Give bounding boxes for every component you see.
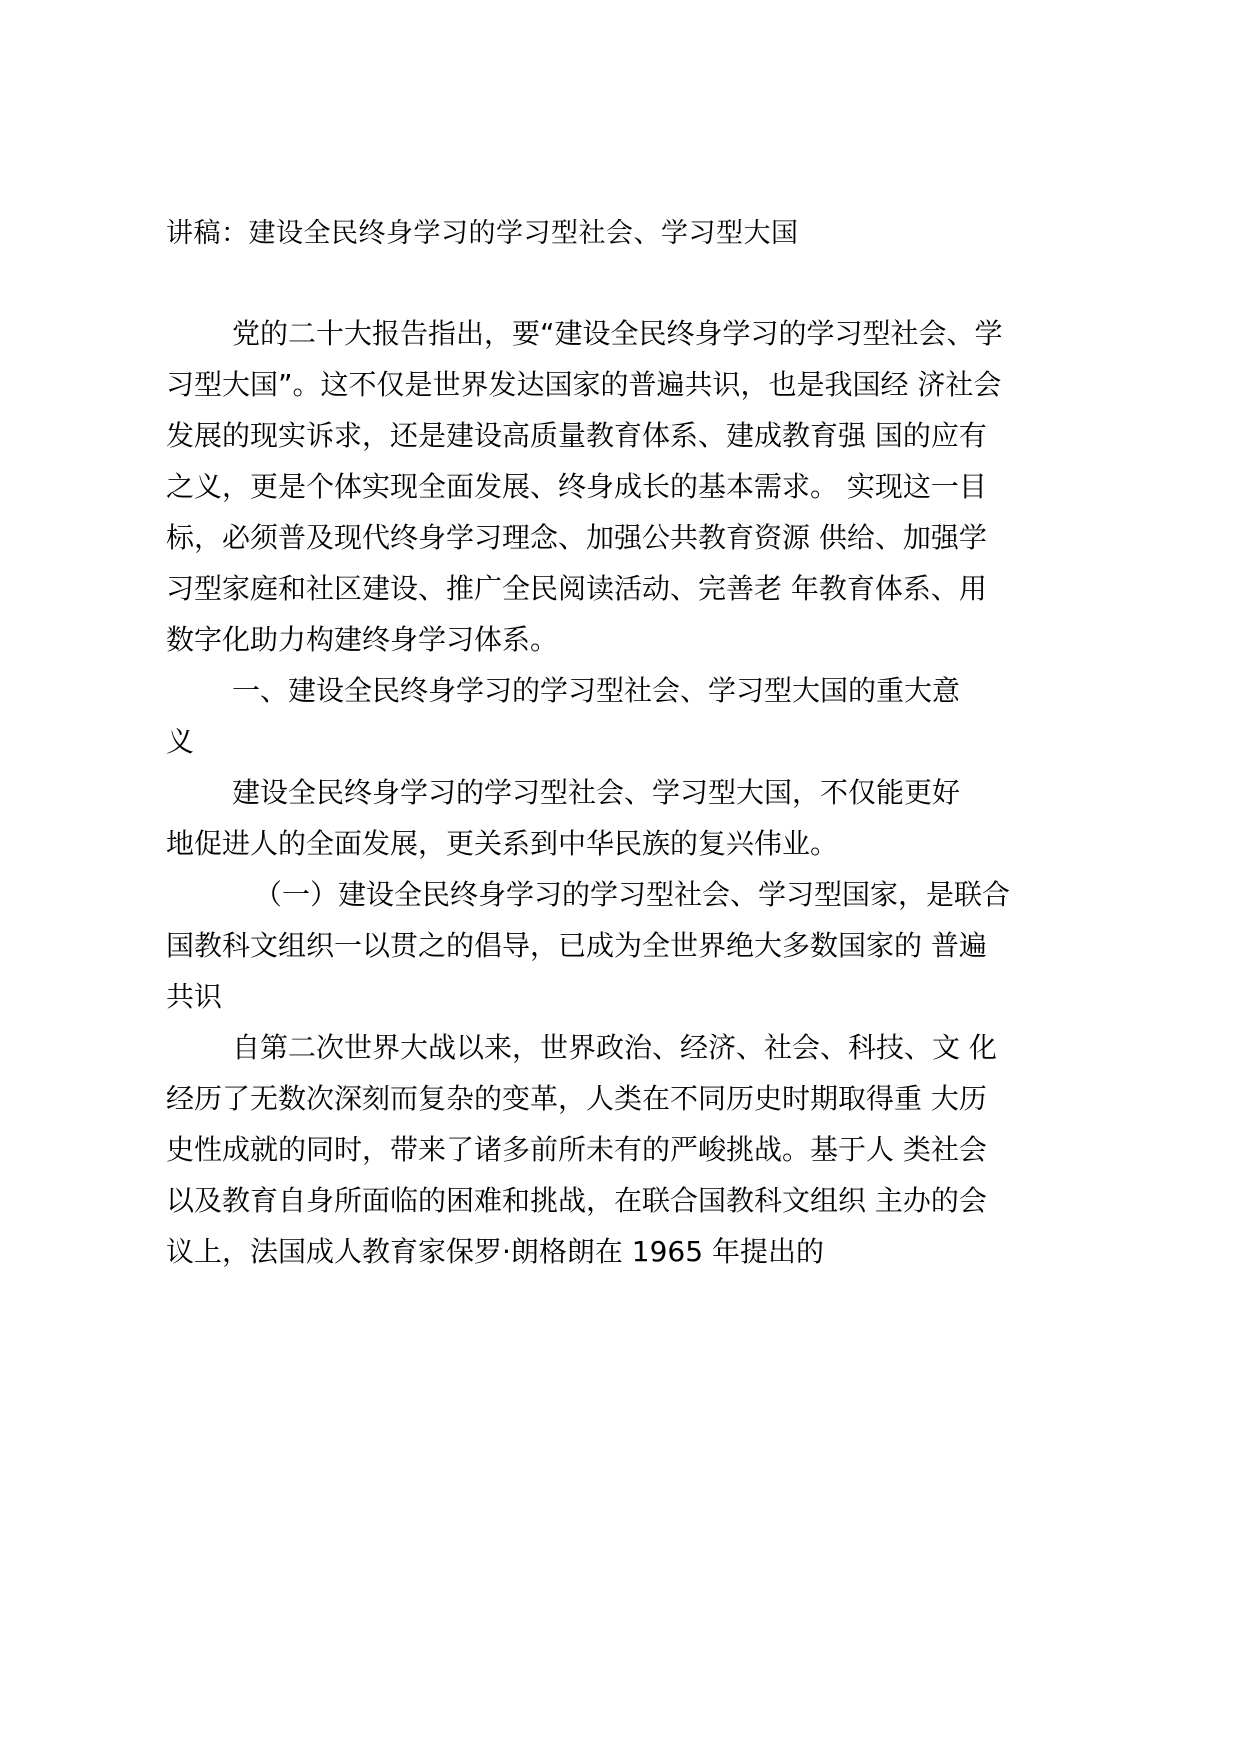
paragraph-line: 习型家庭和社区建设、推广全民阅读活动、完善老 年教育体系、用: [166, 572, 987, 605]
paragraph-line: 标，必须普及现代终身学习理念、加强公共教育资源 供给、加强学: [166, 521, 987, 554]
section-heading-line: 义: [166, 725, 195, 758]
subsection-heading-line: 国教科文组织一以贯之的倡导，已成为全世界绝大多数国家的 普遍: [166, 929, 987, 962]
subsection-heading-line: （一）建设全民终身学习的学习型社会、学习型国家，是联合: [254, 878, 1011, 911]
paragraph-line: 史性成就的同时，带来了诸多前所未有的严峻挑战。基于人 类社会: [166, 1133, 987, 1166]
paragraph-line: 以及教育自身所面临的困难和挑战，在联合国教科文组织 主办的会: [166, 1184, 987, 1217]
paragraph-line: 经历了无数次深刻而复杂的变革，人类在不同历史时期取得重 大历: [166, 1082, 987, 1115]
paragraph-line: 习型大国”。这不仅是世界发达国家的普遍共识，也是我国经 济社会: [166, 368, 1002, 401]
document-body: [166, 308, 1086, 1277]
paragraph-line: 党的二十大报告指出，要“建设全民终身学习的学习型社会、学: [232, 317, 1003, 350]
section-heading-line: 一、建设全民终身学习的学习型社会、学习型大国的重大意: [232, 674, 961, 707]
paragraph-line: 之义，更是个体实现全面发展、终身成长的基本需求。 实现这一目: [166, 470, 987, 503]
paragraph-line: 数字化助力构建终身学习体系。: [166, 623, 559, 656]
document-title: 讲稿：建设全民终身学习的学习型社会、学习型大国: [166, 218, 799, 249]
subsection-heading-line: 共识: [166, 980, 223, 1013]
paragraph-line: 议上，法国成人教育家保罗·朗格朗在 1965 年提出的: [166, 1235, 824, 1268]
paragraph-line: 建设全民终身学习的学习型社会、学习型大国，不仅能更好: [232, 776, 961, 809]
paragraph-line: 发展的现实诉求，还是建设高质量教育体系、建成教育强 国的应有: [166, 419, 987, 452]
paragraph-line: 自第二次世界大战以来，世界政治、经济、社会、科技、文 化: [232, 1031, 997, 1064]
paragraph-line: 地促进人的全面发展，更关系到中华民族的复兴伟业。: [166, 827, 839, 860]
